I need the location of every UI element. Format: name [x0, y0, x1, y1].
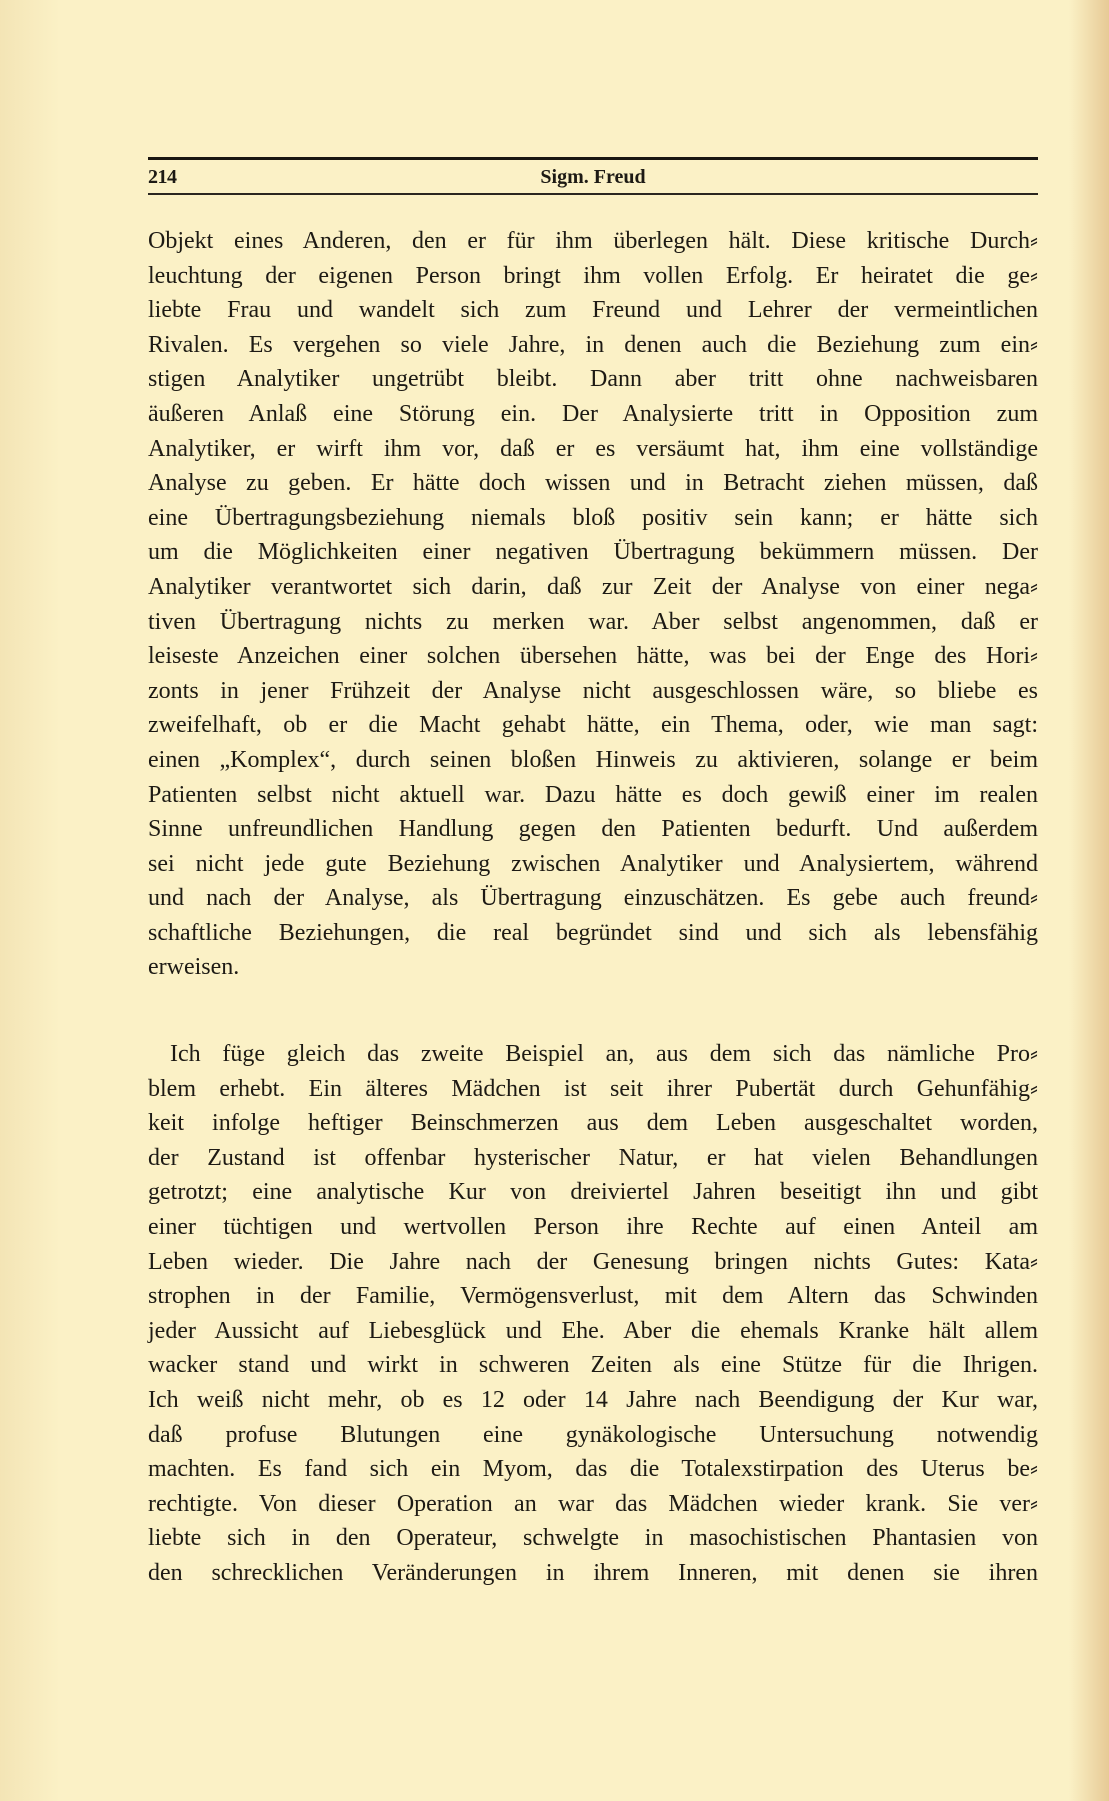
text-line: einer tüchtigen und wertvollen Person ihre Rechte auf einen Anteil am [148, 1214, 1038, 1241]
text-line: jeder Aussicht auf Liebesglück und Ehe. Aber die ehemals Kranke hält allem [148, 1317, 1038, 1344]
text-line: Analytiker, er wirft ihm vor, daß er es versäumt hat, ihm eine vollständige [148, 435, 1038, 462]
text-line: äußeren Anlaß eine Störung ein. Der Analysierte tritt in Opposition zum [148, 400, 1038, 427]
text-line: strophen in der Familie, Vermögensverlust, mit dem Altern das Schwinden [148, 1283, 1038, 1310]
text-line: Analyse zu geben. Er hätte doch wissen und in Betracht ziehen müssen, daß [148, 470, 1038, 497]
paragraph-spacer [148, 985, 1038, 1037]
text-line: eine Übertragungsbeziehung niemals bloß positiv sein kann; er hätte sich [148, 504, 1038, 531]
text-line: rechtigte. Von dieser Operation an war das Mädchen wieder krank. Sie ver⸗ [148, 1490, 1038, 1517]
text-line: Leben wieder. Die Jahre nach der Genesung bringen nichts Gutes: Kata⸗ [148, 1248, 1038, 1275]
text-line: Patienten selbst nicht aktuell war. Dazu hätte es doch gewiß einer im realen [148, 781, 1038, 808]
text-line: schaftliche Beziehungen, die real begründet sind und sich als lebensfähig [148, 919, 1038, 946]
text-line: zonts in jener Frühzeit der Analyse nicht ausgeschlossen wäre, so bliebe es [148, 677, 1038, 704]
text-line: liebte Frau und wandelt sich zum Freund und Lehrer der vermeintlichen [148, 297, 1038, 324]
paragraph-1 [148, 224, 1038, 985]
text-line: liebte sich in den Operateur, schwelgte in masochistischen Phantasien von [148, 1525, 1038, 1552]
text-line: Sinne unfreundlichen Handlung gegen den Patienten bedurft. Und außerdem [148, 816, 1038, 843]
text-line: um die Möglichkeiten einer negativen Übertragung bekümmern müssen. Der [148, 539, 1038, 566]
text-line: Objekt eines Anderen, den er für ihm überlegen hält. Diese kritische Durch⸗ [148, 228, 1038, 254]
text-line: und nach der Analyse, als Übertragung einzuschätzen. Es gebe auch freund⸗ [148, 885, 1038, 912]
body-text [148, 224, 1038, 1591]
text-line: zweifelhaft, ob er die Macht gehabt hätte, ein Thema, oder, wie man sagt: [148, 712, 1038, 739]
text-line: sei nicht jede gute Beziehung zwischen Analytiker und Analysiertem, während [148, 850, 1038, 877]
text-line: Rivalen. Es vergehen so viele Jahre, in denen auch die Beziehung zum ein⸗ [148, 331, 1038, 358]
text-line: leuchtung der eigenen Person bringt ihm vollen Erfolg. Er heiratet die ge⸗ [148, 262, 1038, 289]
header-rule-bottom [148, 193, 1038, 195]
text-line: daß profuse Blutungen eine gynäkologische Untersuchung notwendig [148, 1421, 1038, 1448]
text-line: wacker stand und wirkt in schweren Zeiten als eine Stütze für die Ihrigen. [148, 1352, 1038, 1379]
text-line: einen „Komplex“, durch seinen bloßen Hinweis zu aktivieren, solange er beim [148, 746, 1038, 773]
text-line: Ich weiß nicht mehr, ob es 12 oder 14 Jahre nach Beendigung der Kur war, [148, 1387, 1038, 1413]
running-head [148, 164, 1038, 190]
running-head-title: Sigm. Freud [540, 166, 646, 188]
text-line: keit infolge heftiger Beinschmerzen aus dem Leben ausgeschaltet worden, [148, 1110, 1038, 1137]
page-number: 214 [148, 166, 177, 188]
paragraph-2 [148, 1037, 1038, 1591]
text-line: der Zustand ist offenbar hysterischer Natur, er hat vielen Behandlungen [148, 1144, 1038, 1171]
text-line: erweisen. [148, 954, 240, 981]
text-line: den schrecklichen Veränderungen in ihrem Inneren, mit denen sie ihren [148, 1559, 1038, 1586]
text-line: Analytiker verantwortet sich darin, daß zur Zeit der Analyse von einer nega⸗ [148, 573, 1038, 600]
text-line: Ich füge gleich das zweite Beispiel an, aus dem sich das nämliche Pro⸗ [170, 1041, 1038, 1068]
text-line: machten. Es fand sich ein Myom, das die Totalexstirpation des Uterus be⸗ [148, 1456, 1038, 1483]
text-line: leiseste Anzeichen einer solchen übersehen hätte, was bei der Enge des Hori⸗ [148, 643, 1038, 670]
text-line: getrotzt; eine analytische Kur von dreiviertel Jahren beseitigt ihn und gibt [148, 1179, 1038, 1206]
text-line: stigen Analytiker ungetrübt bleibt. Dann aber tritt ohne nachweisbaren [148, 366, 1038, 393]
header-rule-top [148, 157, 1038, 160]
text-line: blem erhebt. Ein älteres Mädchen ist seit ihrer Pubertät durch Gehunfähig⸗ [148, 1075, 1038, 1102]
text-line: tiven Übertragung nichts zu merken war. Aber selbst angenommen, daß er [148, 608, 1038, 635]
